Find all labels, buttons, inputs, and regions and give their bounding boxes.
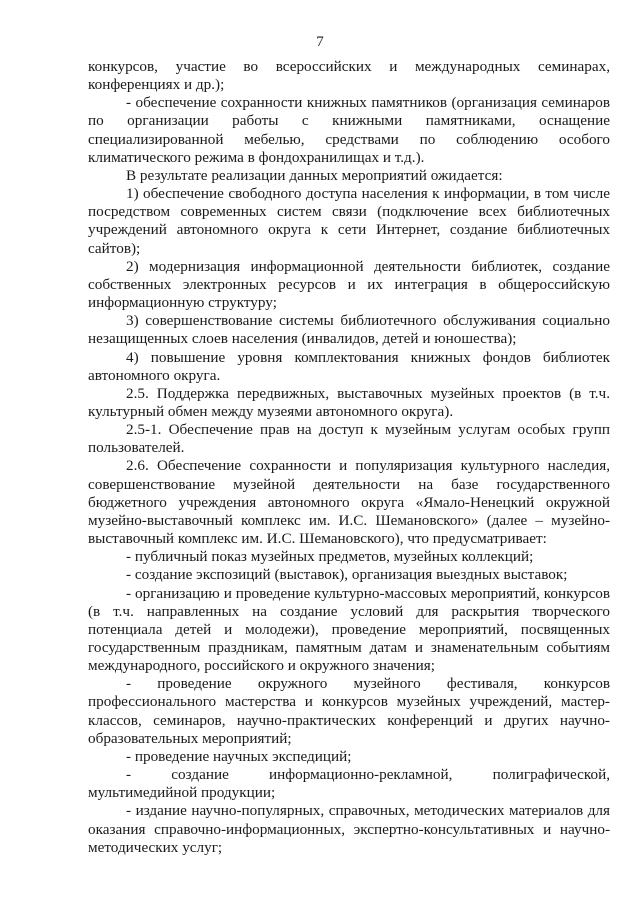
paragraph: - создание информационно-рекламной, полиграфической, мультимедийной продукции; — [88, 766, 610, 802]
paragraph: - создание экспозиций (выставок), организация выездных выставок; — [126, 566, 568, 584]
paragraph: 2.6. Обеспечение сохранности и популяризация культурного наследия, совершенствование музейной деятельности на базе государственного бюджетного учреждения автономного округа «Ямало-Ненецкий окружной музейно-выставочный комплекс им. И.С. Шемановского» (далее – музейно-выставочный комплекс им. И.С. Шемановского), что предусматривает: — [88, 457, 610, 548]
paragraph: - издание научно-популярных, справочных, методических материалов для оказания справочно-информационных, экспертно-консультативных и научно-методических услуг; — [88, 802, 610, 856]
page-number: 7 — [316, 34, 324, 50]
paragraph: конкурсов, участие во всероссийских и международных семинарах, конференциях и др.); — [88, 58, 610, 94]
document-body — [88, 58, 610, 857]
paragraph: 2) модернизация информационной деятельности библиотек, создание собственных электронных ресурсов и их интеграция в общероссийскую информационную структуру; — [88, 257, 610, 312]
paragraph: - организацию и проведение культурно-массовых мероприятий, конкурсов (в т.ч. направленных на создание условий для раскрытия творческого потенциала детей и молодежи), проведение мероприятий, посвященных государственным праздникам, памятным датам и знаменательным событиям международного, российского и окружного значения; — [88, 584, 610, 675]
paragraph: - проведение научных экспедиций; — [126, 747, 352, 765]
paragraph: - публичный показ музейных предметов, музейных коллекций; — [126, 548, 534, 566]
paragraph: 2.5-1. Обеспечение прав на доступ к музейным услугам особых групп пользователей. — [88, 421, 610, 457]
paragraph: 1) обеспечение свободного доступа населения к информации, в том числе посредством современных систем связи (подключение всех библиотечных учреждений автономного округа к сети Интернет, создание библиотечных сайтов); — [88, 185, 610, 257]
paragraph: - проведение окружного музейного фестиваля, конкурсов профессионального мастерства и конкурсов музейных учреждений, мастер-классов, семинаров, научно-практических конференций и других научно-образовательных мероприятий; — [88, 675, 610, 747]
paragraph: В результате реализации данных мероприятий ожидается: — [126, 166, 503, 184]
paragraph: 4) повышение уровня комплектования книжных фондов библиотек автономного округа. — [88, 348, 610, 384]
paragraph: 3) совершенствование системы библиотечного обслуживания социально незащищенных слоев населения (инвалидов, детей и юношества); — [88, 312, 610, 348]
paragraph: - обеспечение сохранности книжных памятников (организация семинаров по организации работы с книжными памятниками, оснащение специализированной мебелью, средствами по соблюдению особого климатического режима в фондохранилищах и т.д.). — [88, 94, 610, 166]
paragraph: 2.5. Поддержка передвижных, выставочных музейных проектов (в т.ч. культурный обмен между музеями автономного округа). — [88, 384, 610, 420]
